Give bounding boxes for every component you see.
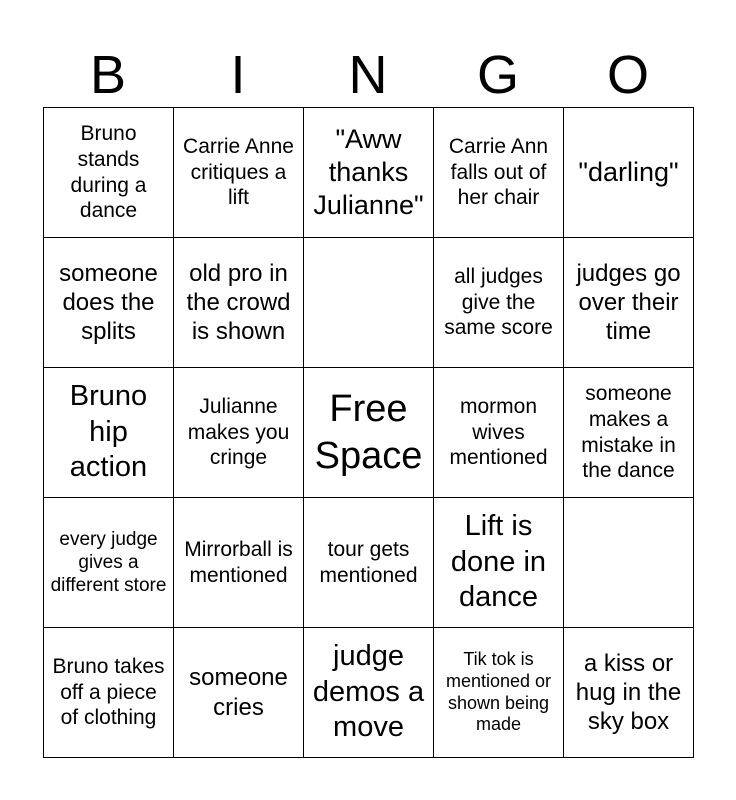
bingo-cell[interactable] xyxy=(304,238,434,368)
bingo-cell[interactable]: someone makes a mistake in the dance xyxy=(564,368,694,498)
bingo-cell[interactable]: Bruno takes off a piece of clothing xyxy=(44,628,174,758)
bingo-cell[interactable]: a kiss or hug in the sky box xyxy=(564,628,694,758)
bingo-cell[interactable]: all judges give the same score xyxy=(434,238,564,368)
bingo-cell[interactable]: Carrie Ann falls out of her chair xyxy=(434,108,564,238)
header-letter-n: N xyxy=(348,45,388,105)
bingo-cell[interactable]: mormon wives mentioned xyxy=(434,368,564,498)
bingo-cell[interactable]: Julianne makes you cringe xyxy=(174,368,304,498)
bingo-cell[interactable]: Bruno hip action xyxy=(44,368,174,498)
bingo-cell[interactable]: tour gets mentioned xyxy=(304,498,434,628)
bingo-cell[interactable]: Tik tok is mentioned or shown being made xyxy=(434,628,564,758)
bingo-cell[interactable]: judge demos a move xyxy=(304,628,434,758)
free-space-cell[interactable]: Free Space xyxy=(304,368,434,498)
bingo-cell[interactable]: someone cries xyxy=(174,628,304,758)
board-row xyxy=(44,108,694,238)
bingo-board xyxy=(43,107,694,758)
header-letter-b: B xyxy=(89,45,127,105)
bingo-cell[interactable]: "Aww thanks Julianne" xyxy=(304,108,434,238)
header-letter-i: I xyxy=(230,45,246,105)
board-row xyxy=(44,238,694,368)
bingo-cell[interactable]: Carrie Anne critiques a lift xyxy=(174,108,304,238)
bingo-cell[interactable]: old pro in the crowd is shown xyxy=(174,238,304,368)
bingo-cell[interactable]: Bruno stands during a dance xyxy=(44,108,174,238)
bingo-cell[interactable] xyxy=(564,498,694,628)
bingo-cell[interactable]: judges go over their time xyxy=(564,238,694,368)
bingo-cell[interactable]: someone does the splits xyxy=(44,238,174,368)
bingo-cell[interactable]: Mirrorball is mentioned xyxy=(174,498,304,628)
bingo-cell[interactable]: "darling" xyxy=(564,108,694,238)
bingo-header xyxy=(43,44,693,106)
board-row xyxy=(44,498,694,628)
bingo-cell[interactable]: every judge gives a different store xyxy=(44,498,174,628)
board-row xyxy=(44,628,694,758)
board-row xyxy=(44,368,694,498)
header-letter-g: G xyxy=(476,45,519,105)
bingo-cell[interactable]: Lift is done in dance xyxy=(434,498,564,628)
header-letter-o: O xyxy=(606,45,649,105)
